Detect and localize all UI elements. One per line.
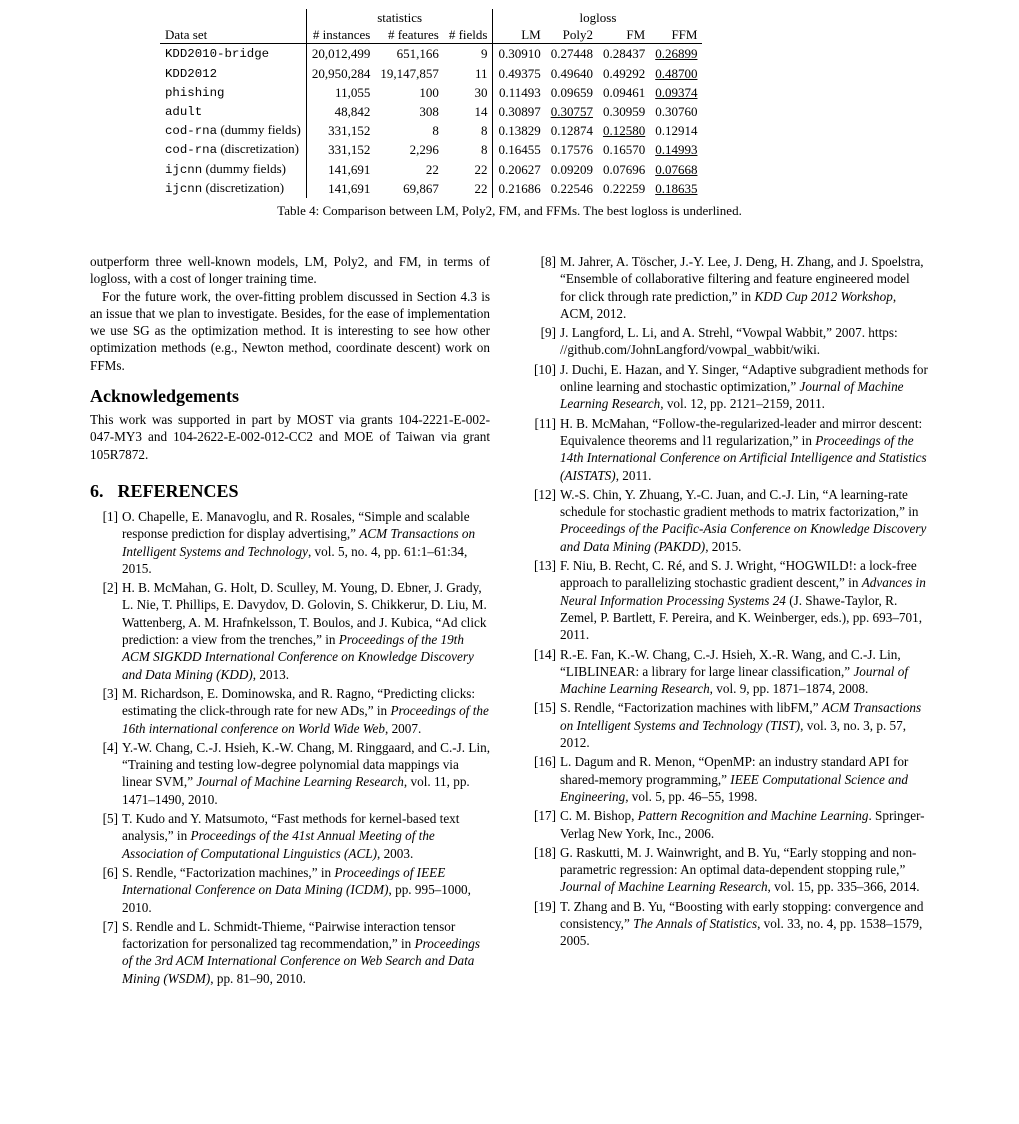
- cell-instances: 20,950,284: [311, 65, 371, 81]
- dataset-name: KDD2012: [165, 66, 218, 81]
- reference-item: [90, 864, 490, 916]
- reference-authors-title: H. B. McMahan, “Follow-the-regularized-leader and mirror descent: Equivalence theorems and l1 regularization,” in: [560, 415, 923, 448]
- reference-text: [122, 864, 490, 916]
- reference-text: [560, 807, 928, 842]
- cell-features: 651,166: [396, 46, 439, 62]
- reference-details: , vol. 5, pp. 46–55, 1998.: [625, 788, 758, 804]
- reference-number: [9]: [540, 325, 556, 341]
- references-list-left: [90, 508, 490, 987]
- cell-lm: 0.30897: [498, 104, 541, 120]
- cell-lm: 0.49375: [498, 65, 541, 81]
- cell-poly2: 0.12874: [550, 123, 593, 139]
- reference-details: , 2013.: [252, 666, 290, 682]
- reference-number: [17]: [534, 808, 556, 824]
- reference-number: [10]: [534, 361, 556, 377]
- cell-features: 8: [432, 123, 439, 139]
- reference-venue: The Annals of Statistics: [633, 915, 758, 931]
- reference-details: , 2015.: [705, 538, 742, 554]
- reference-text: [560, 844, 928, 896]
- dataset-name: cod-rna: [165, 124, 218, 139]
- reference-venue: Journal of Machine Learning Research: [560, 879, 768, 895]
- cell-instances: 331,152: [328, 142, 371, 158]
- table-caption: Table 4: Comparison between LM, Poly2, FM, and FFMs. The best logloss is underlined.: [277, 203, 742, 218]
- cell-poly2: 0.17576: [550, 142, 593, 158]
- reference-details: , vol. 9, pp. 1871–1874, 2008.: [709, 681, 869, 697]
- references-heading: [90, 480, 490, 502]
- table-column-header-row: [160, 26, 702, 44]
- reference-authors-title: M. Richardson, E. Dominowska, and R. Ragno, “Predicting clicks: estimating the click-through rate for new ADs,” in: [122, 685, 476, 719]
- reference-text: [122, 810, 490, 862]
- dataset-variant: (discretization): [217, 141, 299, 157]
- reference-item: [90, 579, 490, 683]
- reference-text: [122, 685, 490, 737]
- dataset-name-cell: [160, 140, 306, 159]
- cell-instances: 141,691: [328, 180, 371, 196]
- references-title: REFERENCES: [117, 480, 239, 501]
- reference-text: [560, 486, 928, 555]
- cell-features: 100: [419, 84, 439, 100]
- cell-fields: 22: [444, 160, 493, 179]
- reference-details: . Springer-Verlag New York, Inc., 2006.: [560, 808, 925, 841]
- reference-authors-title: M. Jahrer, A. Töscher, J.-Y. Lee, J. Deng, H. Zhang, and J. Spoelstra, “Ensemble of collaborative filtering and feature engineered model for click through rate prediction,” in: [560, 254, 924, 304]
- reference-text: [560, 646, 928, 698]
- cell-fields: 14: [444, 102, 493, 121]
- cell-poly2: 0.49640: [550, 65, 593, 81]
- reference-text: [560, 898, 928, 950]
- reference-item: [528, 807, 928, 842]
- reference-details: , 2011.: [615, 467, 652, 483]
- reference-details: , vol. 5, no. 4, pp. 61:1–61:34, 2015.: [122, 543, 468, 576]
- table-row: [160, 44, 702, 64]
- reference-text: [560, 753, 928, 805]
- cell-features: 19,147,857: [380, 65, 439, 81]
- cell-instances: 11,055: [335, 84, 371, 100]
- reference-item: [528, 646, 928, 698]
- cell-instances: 48,842: [334, 104, 371, 120]
- reference-number: [11]: [534, 415, 556, 431]
- column-header-fm: FM: [598, 26, 650, 44]
- left-column: [90, 253, 490, 989]
- reference-item: [90, 685, 490, 737]
- reference-details: , 2007.: [384, 720, 422, 736]
- cell-lm: 0.20627: [498, 161, 541, 177]
- cell-lm: 0.11493: [498, 84, 541, 100]
- reference-venue: Proceedings of the 16th international conference on World Wide Web: [122, 703, 489, 736]
- table-row: [160, 160, 702, 179]
- dataset-name-cell: [160, 121, 306, 140]
- cell-poly2: 0.22546: [550, 180, 593, 196]
- reference-item: [90, 918, 490, 987]
- dataset-name-cell: [160, 102, 306, 121]
- reference-text: [122, 918, 490, 987]
- reference-item: [528, 753, 928, 805]
- reference-text: [560, 415, 928, 484]
- reference-number: [18]: [534, 844, 556, 860]
- reference-text: [122, 579, 490, 683]
- dataset-name-cell: [160, 44, 306, 64]
- reference-details: , vol. 12, pp. 2121–2159, 2011.: [660, 396, 825, 412]
- reference-number: [7]: [102, 918, 118, 934]
- reference-number: [14]: [534, 646, 556, 662]
- acknowledgements-text: This work was supported in part by MOST via grants 104-2221-E-002-047-MY3 and 104-2622-E-002-012-CC2 and MOE of Taiwan via grant 105R7872.: [90, 412, 490, 462]
- reference-venue: Proceedings of IEEE International Conference on Data Mining (ICDM): [122, 864, 446, 898]
- reference-item: [90, 739, 490, 808]
- reference-item: [90, 810, 490, 862]
- conclusion-paragraph-2: For the future work, the over-fitting problem discussed in Section 4.3 is an issue that we plan to investigate. Besides, for the ease of implementation we use SG as the optimization method. It is interesting to see how other optimization methods (e.g., Newton method, coordinate descent) work on FFMs.: [90, 288, 490, 373]
- cell-fm: 0.07696: [602, 161, 646, 177]
- reference-details: , pp. 995–1000, 2010.: [122, 882, 471, 915]
- column-header-instances: # instances: [306, 26, 375, 44]
- reference-authors-title: T. Zhang and B. Yu, “Boosting with early stopping: convergence and consistency,”: [560, 898, 924, 931]
- conclusion-paragraph-1: outperform three well-known models, LM, Poly2, and FM, in terms of logloss, with a cost of longer training time.: [90, 254, 490, 287]
- dataset-name-cell: [160, 179, 306, 198]
- results-table-body: [160, 9, 702, 198]
- cell-ffm: 0.07668: [655, 161, 698, 177]
- reference-item: [528, 253, 928, 322]
- cell-ffm: 0.26899: [655, 46, 698, 62]
- cell-fm: 0.49292: [602, 65, 646, 81]
- reference-authors-title: W.-S. Chin, Y. Zhuang, Y.-C. Juan, and C.-J. Lin, “A learning-rate schedule for stochastic gradient methods to matrix factorization,” in: [560, 486, 919, 520]
- reference-item: [528, 844, 928, 896]
- reference-venue: Journal of Machine Learning Research: [560, 663, 909, 697]
- reference-venue: Proceedings of the 19th ACM SIGKDD International Conference on Knowledge Discovery and Data Mining (KDD): [122, 632, 474, 682]
- reference-text: [560, 699, 928, 751]
- reference-details: , vol. 3, no. 3, p. 57, 2012.: [560, 717, 907, 751]
- results-table: [160, 9, 702, 198]
- reference-text: [560, 253, 928, 322]
- reference-text: [122, 739, 490, 808]
- reference-authors-title: T. Kudo and Y. Matsumoto, “Fast methods for kernel-based text analysis,” in: [122, 811, 460, 844]
- reference-authors-title: C. M. Bishop,: [560, 808, 638, 824]
- reference-number: [8]: [540, 254, 556, 269]
- cell-fm: 0.09461: [602, 84, 646, 100]
- cell-ffm: 0.14993: [655, 142, 698, 158]
- dataset-name-cell: [160, 160, 306, 179]
- reference-venue: Pattern Recognition and Machine Learning: [637, 808, 869, 824]
- cell-fields: 22: [444, 179, 493, 198]
- reference-number: [13]: [534, 558, 556, 574]
- acknowledgements-heading: Acknowledgements: [90, 386, 239, 407]
- reference-details: , vol. 15, pp. 335–366, 2014.: [767, 879, 920, 895]
- cell-features: 2,296: [409, 142, 439, 158]
- reference-venue: Proceedings of the Pacific-Asia Conference on Knowledge Discovery and Data Mining (PAKDD): [560, 521, 927, 554]
- group-header-logloss: logloss: [579, 10, 617, 25]
- cell-instances: 20,012,499: [311, 46, 371, 62]
- cell-ffm: 0.09374: [655, 84, 698, 100]
- cell-features: 22: [425, 161, 439, 177]
- reference-number: [15]: [534, 700, 556, 716]
- cell-fields: 8: [444, 140, 493, 159]
- reference-authors-title: G. Raskutti, M. J. Wainwright, and B. Yu, “Early stopping and non-parametric regression: An optimal data-dependent stopping rule,”: [560, 844, 917, 878]
- reference-item: [528, 486, 928, 555]
- cell-lm: 0.13829: [498, 123, 541, 139]
- cell-fm: 0.28437: [602, 46, 646, 62]
- dataset-variant: (discretization): [202, 179, 285, 195]
- reference-number: [1]: [102, 508, 118, 524]
- reference-details: , ACM, 2012.: [560, 288, 897, 321]
- reference-venue: Journal of Machine Learning Research: [560, 379, 904, 412]
- references-list-right: [528, 253, 928, 950]
- reference-details: (J. Shawe-Taylor, R. Zemel, P. Bartlett, F. Pereira, and K. Weinberger, eds.), pp. 693–701, 2011.: [560, 592, 923, 643]
- results-table-wrapper: [160, 9, 702, 198]
- reference-details: , vol. 33, no. 4, pp. 1538–1579, 2005.: [560, 915, 923, 949]
- reference-venue: Advances in Neural Information Processing Systems 24: [560, 575, 926, 608]
- column-header-features: # features: [375, 26, 444, 44]
- cell-features: 308: [419, 104, 439, 120]
- reference-venue: Journal of Machine Learning Research: [196, 774, 404, 790]
- table-corner-cell: [160, 9, 306, 26]
- dataset-name: KDD2010-bridge: [165, 47, 270, 62]
- table-row: [160, 140, 702, 159]
- reference-authors-title: S. Rendle and L. Schmidt-Thieme, “Pairwise interaction tensor factorization for personalized tag recommendation,” in: [122, 918, 456, 952]
- reference-item: [90, 508, 490, 577]
- table-row: [160, 121, 702, 140]
- group-header-statistics: statistics: [306, 9, 493, 26]
- dataset-name-cell: [160, 83, 306, 102]
- cell-fields: 30: [444, 83, 493, 102]
- dataset-variant: (dummy fields): [217, 122, 301, 138]
- table-group-header-row: [160, 9, 702, 26]
- dataset-name: ijcnn: [165, 181, 203, 196]
- reference-authors-title: R.-E. Fan, K.-W. Chang, C.-J. Hsieh, X.-R. Wang, and C.-J. Lin, “LIBLINEAR: a library for large linear classification,”: [560, 646, 901, 679]
- reference-item: [528, 699, 928, 751]
- dataset-name-cell: [160, 64, 306, 83]
- reference-item: [528, 415, 928, 484]
- reference-item: [528, 557, 928, 643]
- cell-lm: 0.30910: [498, 46, 541, 62]
- right-column: [528, 253, 928, 952]
- column-header-ffm: FFM: [650, 26, 702, 44]
- reference-number: [4]: [102, 739, 118, 755]
- reference-number: [2]: [102, 580, 118, 596]
- reference-venue: ACM Transactions on Intelligent Systems and Technology (TIST): [560, 700, 922, 733]
- cell-lm: 0.16455: [498, 142, 541, 158]
- reference-authors-title: L. Dagum and R. Menon, “OpenMP: an industry standard API for shared-memory programming,”: [560, 754, 909, 787]
- reference-venue: Proceedings of the 14th International Conference on Artificial Intelligence and Statistics (AISTATS): [560, 432, 927, 483]
- table-row: [160, 179, 702, 198]
- cell-poly2: 0.30757: [550, 104, 593, 120]
- cell-fm: 0.22259: [602, 180, 646, 196]
- reference-number: [16]: [534, 754, 556, 770]
- dataset-name: phishing: [165, 85, 225, 100]
- reference-venue: IEEE Computational Science and Engineering: [560, 771, 908, 804]
- dataset-variant: (dummy fields): [202, 160, 286, 176]
- reference-number: [12]: [534, 486, 556, 502]
- cell-instances: 141,691: [328, 161, 371, 177]
- cell-fm: 0.12580: [602, 123, 646, 139]
- dataset-name: cod-rna: [165, 143, 218, 158]
- cell-fm: 0.16570: [602, 142, 646, 158]
- dataset-name: ijcnn: [165, 162, 203, 177]
- cell-fields: 11: [444, 64, 493, 83]
- reference-authors-title: J. Duchi, E. Hazan, and Y. Singer, “Adaptive subgradient methods for online learning and stochastic optimization,”: [560, 361, 928, 395]
- column-header-lm: LM: [493, 26, 546, 44]
- cell-ffm: 0.30760: [655, 104, 698, 120]
- reference-venue: Proceedings of the 3rd ACM International Conference on Web Search and Data Mining (WSDM): [122, 936, 481, 986]
- reference-number: [5]: [102, 811, 118, 827]
- cell-features: 69,867: [403, 180, 439, 196]
- cell-fm: 0.30959: [602, 104, 646, 120]
- cell-ffm: 0.12914: [655, 123, 698, 139]
- cell-instances: 331,152: [328, 123, 371, 139]
- cell-poly2: 0.09659: [550, 84, 593, 100]
- reference-authors-title: S. Rendle, “Factorization machines with libFM,”: [560, 700, 822, 716]
- column-header-poly2: Poly2: [546, 26, 598, 44]
- reference-text: [560, 324, 928, 359]
- reference-authors-title: S. Rendle, “Factorization machines,” in: [122, 864, 335, 880]
- reference-text: [122, 508, 490, 577]
- reference-details: , 2003.: [376, 845, 414, 861]
- reference-authors-title: Y.-W. Chang, C.-J. Hsieh, K.-W. Chang, M. Ringgaard, and C.-J. Lin, “Training and testing low-degree polynomial data mappings via linear SVM,”: [122, 739, 491, 790]
- reference-number: [19]: [534, 898, 556, 914]
- cell-ffm: 0.18635: [655, 180, 698, 196]
- cell-lm: 0.21686: [498, 180, 541, 196]
- reference-authors-title: H. B. McMahan, G. Holt, D. Sculley, M. Young, D. Ebner, J. Grady, L. Nie, T. Phillips, E. Davydov, D. Golovin, S. Chikkerur, D. Liu, M. Wattenberg, A. M. Hrafnkelsson, T. Boulos, and J. Kubica, “Ad click prediction: a view from the trenches,” in: [122, 580, 487, 648]
- column-header-dataset: Data set: [160, 26, 306, 44]
- reference-details: , pp. 81–90, 2010.: [210, 970, 306, 986]
- reference-venue: Proceedings of the 41st Annual Meeting of the Association of Computational Linguistics (ACL): [122, 828, 435, 861]
- reference-authors-title: F. Niu, B. Recht, C. Ré, and S. J. Wright, “HOGWILD!: a lock-free approach to parallelizing stochastic gradient descent,” in: [560, 558, 917, 591]
- reference-venue: KDD Cup 2012 Workshop: [754, 288, 893, 304]
- cell-poly2: 0.09209: [550, 161, 593, 177]
- dataset-name: adult: [165, 105, 203, 120]
- reference-authors-title: J. Langford, L. Li, and A. Strehl, “Vowpal Wabbit,” 2007. https: //github.com/JohnLangford/vowpal_wabbit/wiki.: [560, 325, 898, 358]
- reference-text: [560, 557, 928, 643]
- reference-number: [6]: [102, 864, 118, 880]
- table-row: [160, 83, 702, 102]
- reference-details: , vol. 11, pp. 1471–1490, 2010.: [122, 774, 470, 807]
- reference-text: [560, 361, 928, 413]
- reference-item: [528, 361, 928, 413]
- cell-fields: 9: [444, 44, 493, 64]
- reference-number: [3]: [102, 685, 118, 701]
- table-row: [160, 64, 702, 83]
- cell-fields: 8: [444, 121, 493, 140]
- references-section-number: 6.: [90, 480, 104, 501]
- reference-item: [528, 324, 928, 359]
- cell-ffm: 0.48700: [655, 65, 698, 81]
- reference-authors-title: O. Chapelle, E. Manavoglu, and R. Rosales, “Simple and scalable response prediction for display advertising,”: [122, 508, 470, 542]
- table-row: [160, 102, 702, 121]
- column-header-fields: # fields: [444, 26, 493, 44]
- cell-poly2: 0.27448: [550, 46, 593, 62]
- reference-item: [528, 898, 928, 950]
- reference-venue: ACM Transactions on Intelligent Systems and Technology: [122, 526, 476, 559]
